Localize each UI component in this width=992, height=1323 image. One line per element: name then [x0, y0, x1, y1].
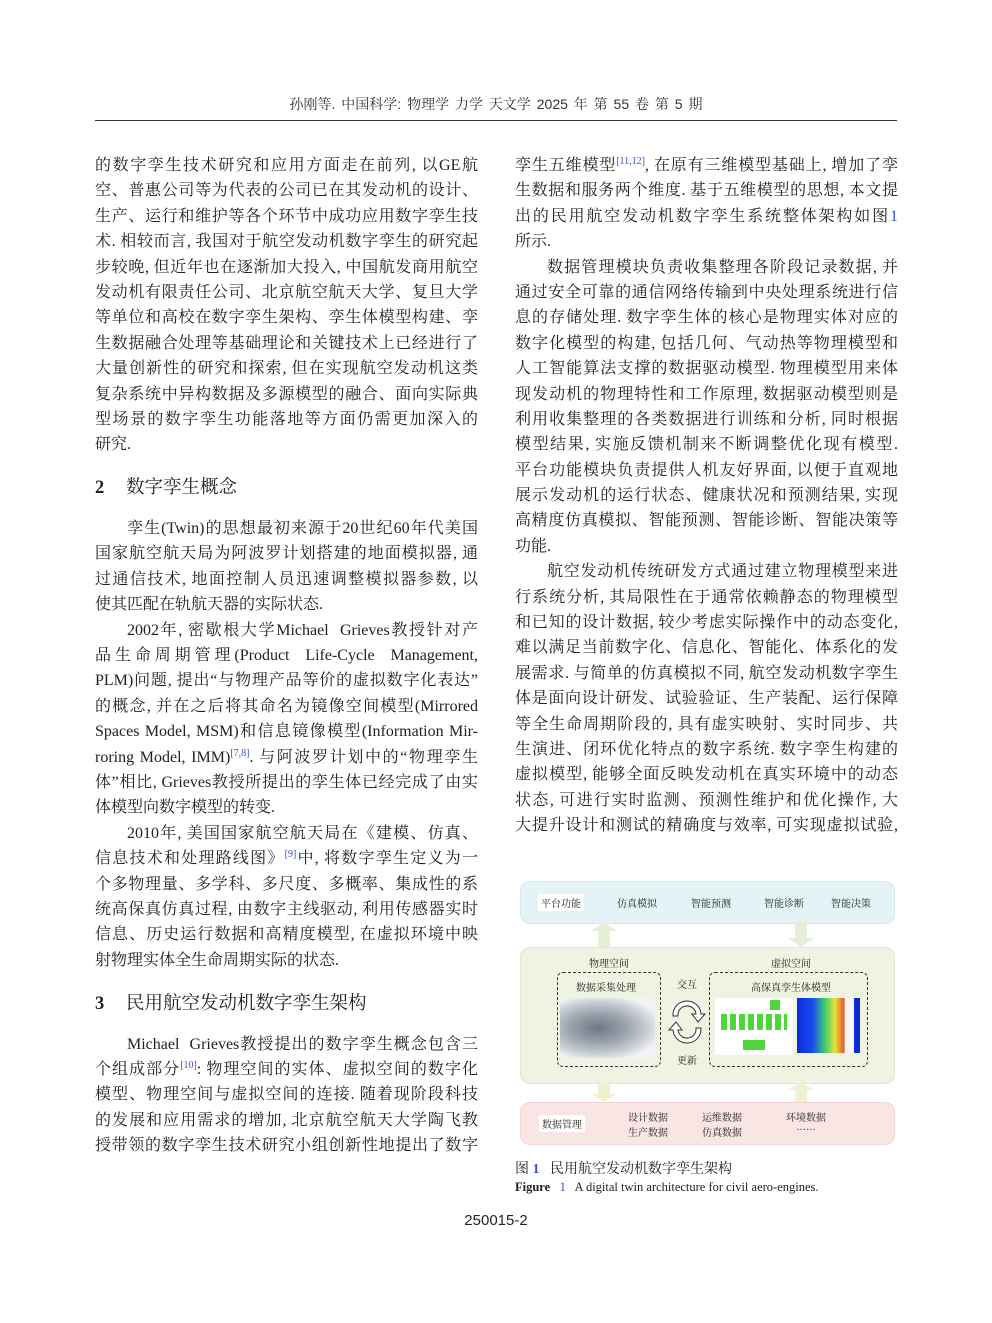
text-line: [95, 694, 478, 719]
text-line: [95, 305, 478, 330]
text-run: : 物理空间的实体、虚拟空间的数字化: [196, 1060, 478, 1078]
section-title: 民用航空发动机数字孪生架构: [126, 991, 367, 1013]
text-run: 利用收集整理的各类数据进行训练和分析, 同时根据: [515, 410, 898, 428]
text-run: 等单位和高校在数字孪生架构、孪生体模型构建、孪: [95, 309, 478, 327]
text-line: [95, 204, 478, 229]
figure-caption-cn: [515, 1158, 732, 1178]
text-run: 空、普惠公司等为代表的公司已在其发动机的设计、: [95, 182, 478, 200]
text-line: [95, 229, 478, 254]
caption-prefix: 图: [515, 1162, 529, 1177]
text-line: [515, 204, 898, 229]
text-run: 大提升设计和测试的精确度与效率, 可实现虚拟试验,: [515, 817, 898, 835]
text-run: 2002年, 密歇根大学Michael Grieves教授针对产: [127, 621, 478, 639]
physical-space-label: 物理空间: [589, 959, 629, 970]
text-run: 模型结果, 实施反馈机制来不断调整优化现有模型.: [515, 436, 898, 454]
running-header: 孙刚等. 中国科学: 物理学 力学 天文学 2025 年 第 55 卷 第 5 期: [289, 96, 703, 112]
text-run: 人工智能算法支撑的数据驱动模型. 物理模型用来体: [515, 360, 898, 378]
text-line: [515, 382, 898, 407]
section-heading: [95, 973, 478, 1031]
text-line: [515, 534, 898, 559]
text-run: 2010年, 美国国家航空航天局在《建模、仿真、: [127, 824, 478, 842]
text-run: , 在原有三维模型基础上, 增加了孪: [645, 157, 898, 174]
text-run: 生数据和服务两个维度. 基于五维模型的思想, 本文提: [515, 182, 898, 200]
text-line: [515, 635, 898, 660]
engine-image: [560, 998, 655, 1058]
text-line: [515, 407, 898, 432]
text-line: [95, 153, 478, 178]
text-run: 展示发动机的运行状态、健康状况和预测结果, 实现: [515, 487, 898, 505]
left-column: [95, 153, 478, 1158]
text-line: [95, 846, 478, 871]
text-line: [515, 483, 898, 508]
text-line: [515, 788, 898, 813]
header-rule: [95, 120, 897, 121]
simulation-contour-image: [797, 998, 860, 1053]
text-run: 孪生五维模型: [515, 157, 617, 174]
text-run: 平台功能模块负责提供人机友好界面, 以便于直观地: [515, 461, 898, 479]
text-run: 统高保真仿真过程, 由数字主线驱动, 利用传感器实时: [95, 900, 478, 918]
text-run: 射物理实体全生命周期实际的状态.: [95, 951, 340, 969]
text-run: 的概念, 并在之后将其命名为镜像空间模型(Mirrored: [95, 697, 478, 715]
citation-link[interactable]: [10]: [180, 1059, 197, 1071]
text-line: [515, 508, 898, 533]
text-line: [95, 592, 478, 617]
caption-text: 民用航空发动机数字孪生架构: [550, 1162, 732, 1177]
text-run: 通过安全可靠的通信网络传输到中央处理系统进行信: [515, 283, 898, 301]
text-run: 数据管理模块负责收集整理各阶段记录数据, 并: [547, 258, 898, 276]
data-item: 设计数据: [628, 1113, 668, 1124]
text-line: [515, 331, 898, 356]
down-arrow-icon: [788, 922, 814, 947]
section-number: 2: [95, 478, 105, 499]
text-line: [95, 668, 478, 693]
data-item: 运维数据: [702, 1113, 742, 1124]
text-run: 所示.: [515, 233, 552, 251]
data-item: 仿真数据: [702, 1128, 742, 1139]
paragraph: [95, 1032, 478, 1159]
text-run: 型场景的数字孪生功能落地等方面仍需更加深入的: [95, 410, 478, 428]
text-line: [515, 458, 898, 483]
text-run: . 与阿波罗计划中的“物理孪生: [249, 748, 479, 766]
citation-link[interactable]: [11,12]: [616, 156, 645, 167]
figure-1: [515, 875, 900, 1205]
text-line: [515, 356, 898, 381]
text-line: [95, 331, 478, 356]
text-line: [95, 567, 478, 592]
text-run: 使其匹配在轨航天器的实际状态.: [95, 596, 324, 614]
caption-prefix-en: Figure: [515, 1180, 551, 1194]
text-line: [515, 559, 898, 584]
text-run: 术. 相较而言, 我国对于航空发动机数字孪生的研究起: [95, 233, 478, 251]
twin-model-label: 高保真孪生体模型: [751, 983, 831, 994]
data-item: 生产数据: [628, 1128, 668, 1139]
text-line: [95, 1057, 478, 1082]
text-run: Spaces Model, MSM)和信息镜像模型(Information Mir-: [95, 723, 478, 741]
text-line: [95, 897, 478, 922]
text-line: [95, 821, 478, 846]
paragraph: [95, 821, 478, 973]
figure-ref-link[interactable]: 1: [890, 207, 898, 225]
text-run: 发动机有限责任公司、北京航空航天大学、复旦大学: [95, 283, 478, 301]
text-line: [95, 382, 478, 407]
text-line: [95, 1108, 478, 1133]
text-run: 体模型向数字模型的转变.: [95, 799, 276, 817]
function-item: 智能诊断: [764, 899, 804, 910]
text-run: 体”相比, Grieves教授所提出的孪生体已经完成了由实: [95, 773, 478, 791]
platform-functions-label: 平台功能: [538, 894, 584, 911]
section-title: 数字孪生概念: [126, 476, 238, 498]
text-line: [95, 1133, 478, 1158]
virtual-space-label: 虚拟空间: [771, 959, 811, 970]
text-run: 生产、运行和维护等各个环节中成功应用数字孪生技: [95, 207, 478, 225]
text-line: [515, 280, 898, 305]
text-run: 信息、历史运行数据和高精度模型, 在虚拟环境中映: [95, 926, 478, 944]
page-number: 250015-2: [464, 1212, 528, 1229]
text-line: [95, 178, 478, 203]
text-run: 个多物理量、多学科、多尺度、多概率、集成性的系: [95, 875, 478, 893]
text-run: 大量创新性的研究和探索, 但在实现航空发动机这类: [95, 360, 478, 378]
text-run: 中, 将数字孪生定义为一: [296, 850, 478, 868]
text-line: [95, 280, 478, 305]
text-line: [515, 712, 898, 737]
text-line: [95, 255, 478, 280]
text-run: 和已知的设计数据, 较少考虑实际操作中的动态变化,: [515, 614, 898, 632]
figure-caption-en: [515, 1180, 819, 1195]
citation-link[interactable]: [9]: [284, 849, 297, 861]
text-run: 模型、物理空间与虚拟空间的连接. 随着现阶段科技: [95, 1086, 478, 1104]
text-line: [515, 305, 898, 330]
up-arrow-icon: [591, 922, 617, 947]
text-run: 研究.: [95, 436, 132, 454]
function-item: 仿真模拟: [617, 899, 657, 910]
text-line: [515, 661, 898, 686]
text-line: [515, 255, 898, 280]
caption-text-en: A digital twin architecture for civil aero-engines.: [574, 1180, 819, 1194]
paragraph: [95, 618, 478, 821]
text-line: [95, 922, 478, 947]
text-run: 等全生命周期阶段的, 具有虚实映射、实时同步、共: [515, 715, 898, 733]
text-run: 生演进、闭环优化特点的数字系统. 数字孪生构建的: [515, 740, 898, 758]
text-run: 过通信技术, 地面控制人员迅速调整模拟器参数, 以: [95, 570, 478, 588]
text-run: 信息技术和处理路线图》: [95, 850, 285, 868]
text-run: 品生命周期管理(Product Life-Cycle Management,: [95, 647, 478, 665]
caption-number-en: 1: [559, 1180, 566, 1194]
text-run: 孪生(Twin)的思想最初来源于20世纪60年代美国: [127, 520, 478, 538]
text-line: [515, 813, 898, 838]
text-line: [515, 432, 898, 457]
interact-label: 交互: [677, 980, 697, 991]
text-run: 出的民用航空发动机数字孪生系统整体架构如图: [515, 207, 890, 225]
text-line: [515, 686, 898, 711]
data-item: ……: [796, 1122, 816, 1133]
text-run: Michael Grieves教授提出的数字孪生概念包含三: [127, 1035, 478, 1053]
data-item: 环境数据: [786, 1113, 826, 1124]
text-run: 高精度仿真模拟、智能预测、智能诊断、智能决策等: [515, 512, 898, 530]
text-run: 航空发动机传统研发方式通过建立物理模型来进: [547, 563, 898, 581]
citation-link[interactable]: [7,8]: [230, 747, 250, 759]
paragraph: [515, 559, 898, 838]
sync-cycle-icon: [665, 992, 709, 1052]
text-line: [95, 618, 478, 643]
update-label: 更新: [677, 1056, 697, 1067]
text-run: 个组成部分: [95, 1060, 181, 1078]
text-run: 状态, 可进行实时监测、预测性维护和优化操作, 大: [515, 791, 898, 809]
paragraph: [95, 153, 478, 458]
text-run: 功能.: [515, 537, 552, 555]
text-line: [515, 229, 898, 254]
text-run: 生数据融合处理等基础理论和关键技术上已经进行了: [95, 334, 478, 352]
text-run: 虚拟模型, 能够全面反映发动机在真实环境中的动态: [515, 766, 898, 784]
text-run: 现发动机的物理特性和工作原理, 数据驱动模型则是: [515, 385, 898, 403]
text-line: [95, 432, 478, 457]
text-run: 复杂系统中异构数据及多源模型的融合、面向实际典: [95, 385, 478, 403]
data-management-label: 数据管理: [539, 1115, 585, 1132]
text-line: [95, 516, 478, 541]
down-arrow-icon: [591, 1082, 617, 1102]
text-line: [95, 719, 478, 744]
function-item: 智能预测: [691, 899, 731, 910]
paragraph: [515, 153, 898, 255]
model-diagram-image: [715, 998, 793, 1055]
text-run: 步较晚, 但近年也在逐渐加大投入, 中国航发商用航空: [95, 258, 478, 276]
text-line: [95, 770, 478, 795]
section-number: 3: [95, 993, 105, 1014]
text-line: [515, 737, 898, 762]
right-column: [515, 153, 898, 839]
text-run: 数字化模型的构建, 包括几何、气动热等物理模型和: [515, 334, 898, 352]
text-line: [515, 585, 898, 610]
paragraph: [515, 255, 898, 560]
text-run: 的发展和应用需求的增加, 北京航空航天大学陶飞教: [95, 1111, 478, 1129]
text-line: [515, 178, 898, 203]
text-line: [515, 762, 898, 787]
text-line: [95, 795, 478, 820]
section-heading: [95, 458, 478, 516]
text-run: 息的存储处理. 数字孪生体的核心是物理实体对应的: [515, 309, 898, 327]
text-line: [95, 643, 478, 668]
text-run: roring Model, IMM): [95, 748, 231, 766]
text-line: [95, 948, 478, 973]
text-line: [515, 610, 898, 635]
text-line: [95, 541, 478, 566]
up-arrow-icon: [788, 1082, 814, 1102]
text-line: [95, 745, 478, 770]
text-line: [95, 407, 478, 432]
text-line: [95, 872, 478, 897]
text-run: 难以满足当前数字化、信息化、智能化、体系化的发: [515, 639, 898, 657]
text-run: 展需求. 与简单的仿真模拟不同, 航空发动机数字孪生: [515, 664, 898, 682]
text-run: 行系统分析, 其局限性在于通常依赖静态的物理模型: [515, 588, 898, 606]
caption-number: 1: [532, 1162, 540, 1177]
text-line: [95, 1032, 478, 1057]
data-processing-label: 数据采集处理: [576, 983, 636, 994]
paragraph: [95, 516, 478, 618]
text-line: [515, 153, 898, 178]
text-line: [95, 356, 478, 381]
text-run: 授带领的数字孪生技术研究小组创新性地提出了数字: [95, 1137, 478, 1155]
text-run: 国家航空航天局为阿波罗计划搭建的地面模拟器, 通: [95, 545, 478, 563]
function-item: 智能决策: [831, 899, 871, 910]
text-run: 体是面向设计研发、试验验证、生产装配、运行保障: [515, 690, 898, 708]
text-run: PLM)问题, 提出“与物理产品等价的虚拟数字化表达”: [95, 672, 478, 690]
text-line: [95, 1082, 478, 1107]
text-run: 的数字孪生技术研究和应用方面走在前列, 以GE航: [95, 157, 478, 174]
